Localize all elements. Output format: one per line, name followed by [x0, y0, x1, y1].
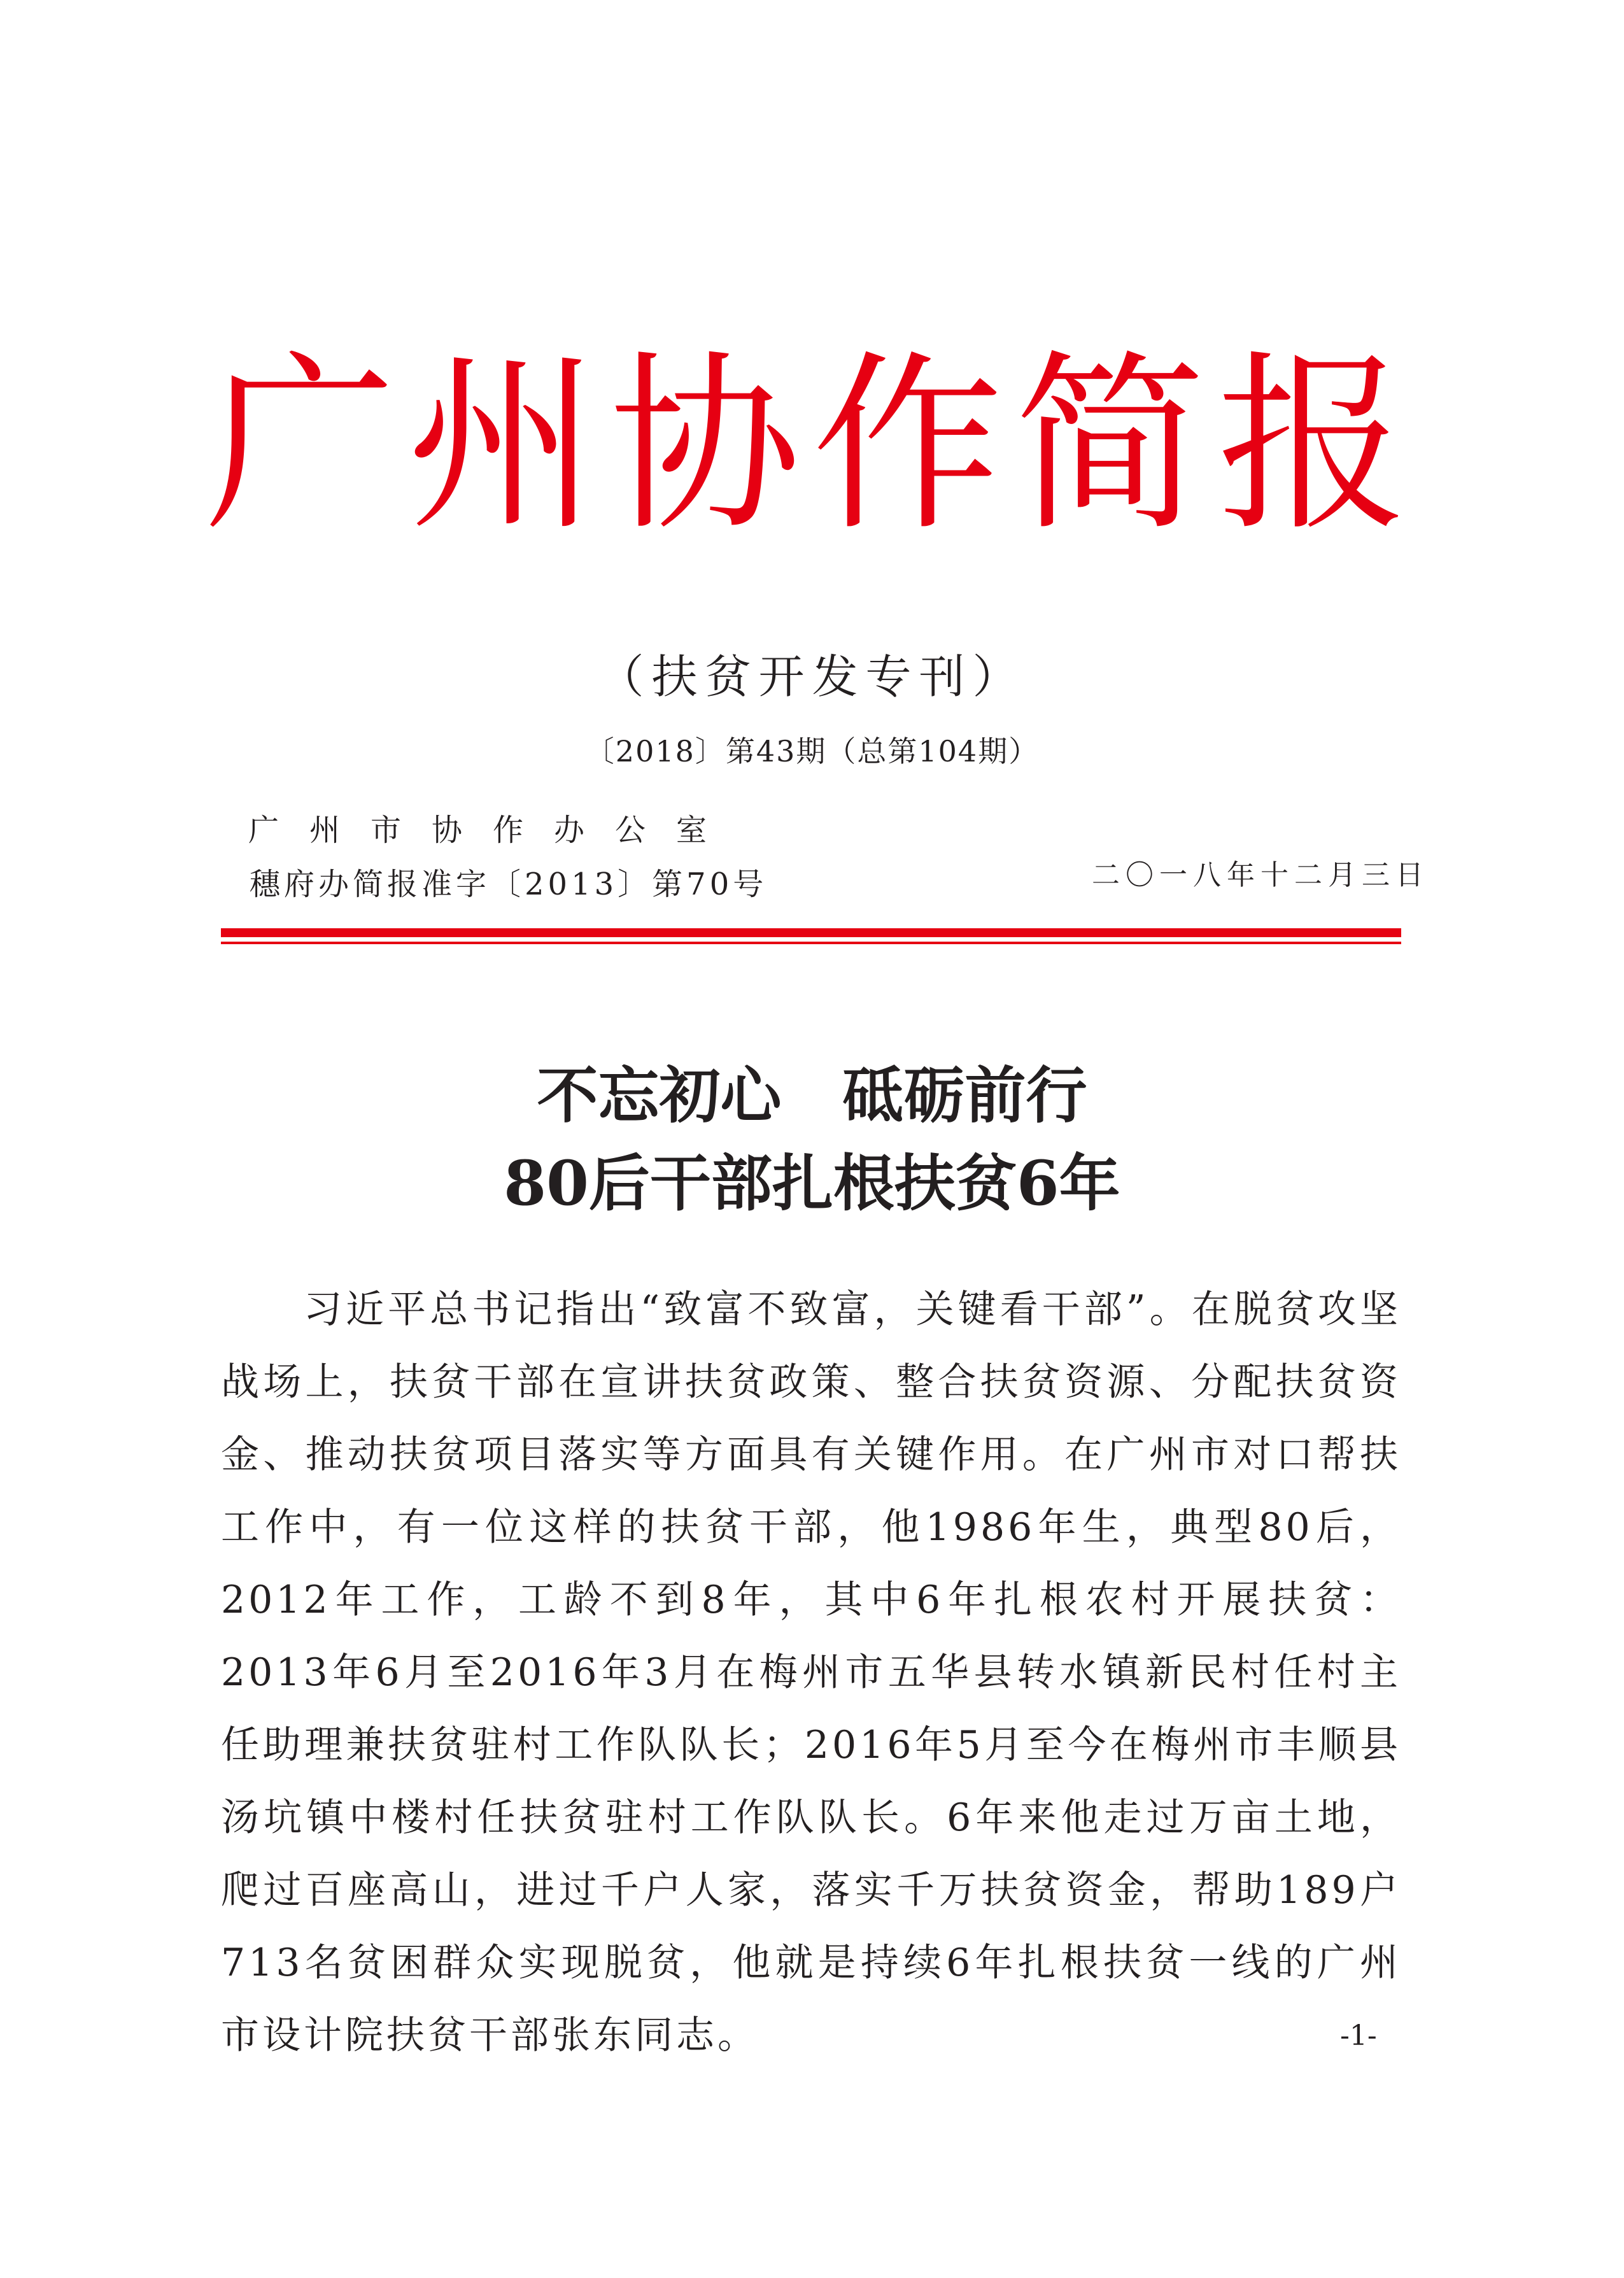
headline-line-2: 80后干部扎根扶贫6年	[504, 1147, 1120, 1219]
bulletin-title: 广州协作简报	[204, 334, 1420, 556]
issue-number: 〔2018〕第43期（总第104期）	[584, 734, 1040, 768]
article-body: 习近平总书记指出“致富不致富，关键看干部”。在脱贫攻坚战场上，扶贫干部在宣讲扶贫政策、整合扶贫资源、分配扶贫资金、推动扶贫项目落实等方面具有关键作用。在广州市对口帮扶工作中，有一位这样的扶贫干部，他1986年生，典型80后，2012年工作，工龄不到8年，其中6年扎根农村开展扶贫：2013年6月至2016年3月在梅州市五华县转水镇新民村任村主任助理兼扶贫驻村工作队队长；2016年5月至今在梅州市丰顺县汤坑镇中楼村任扶贫驻村工作队队长。6年来他走过万亩土地，爬过百座高山，进过千户人家，落实千万扶贫资金，帮助189户713名贫困群众实现脱贫，他就是持续6年扎根扶贫一线的广州市设计院扶贫干部张东同志。	[221, 1287, 1401, 2058]
special-issue-label: （扶贫开发专刊）	[598, 650, 1026, 704]
approval-number: 穗府办简报准字〔2013〕第70号	[250, 867, 768, 902]
masthead-divider-thick	[221, 928, 1401, 937]
masthead-divider-thin	[221, 942, 1401, 944]
article-headline	[0, 1052, 1624, 1227]
issue-date: 二〇一八年十二月三日	[1092, 859, 1429, 891]
page-number: -1-	[1340, 2020, 1377, 2052]
headline-line-1: 不忘初心 砥砺前行	[537, 1059, 1087, 1131]
issuing-office: 广州市协作办公室	[248, 812, 738, 848]
